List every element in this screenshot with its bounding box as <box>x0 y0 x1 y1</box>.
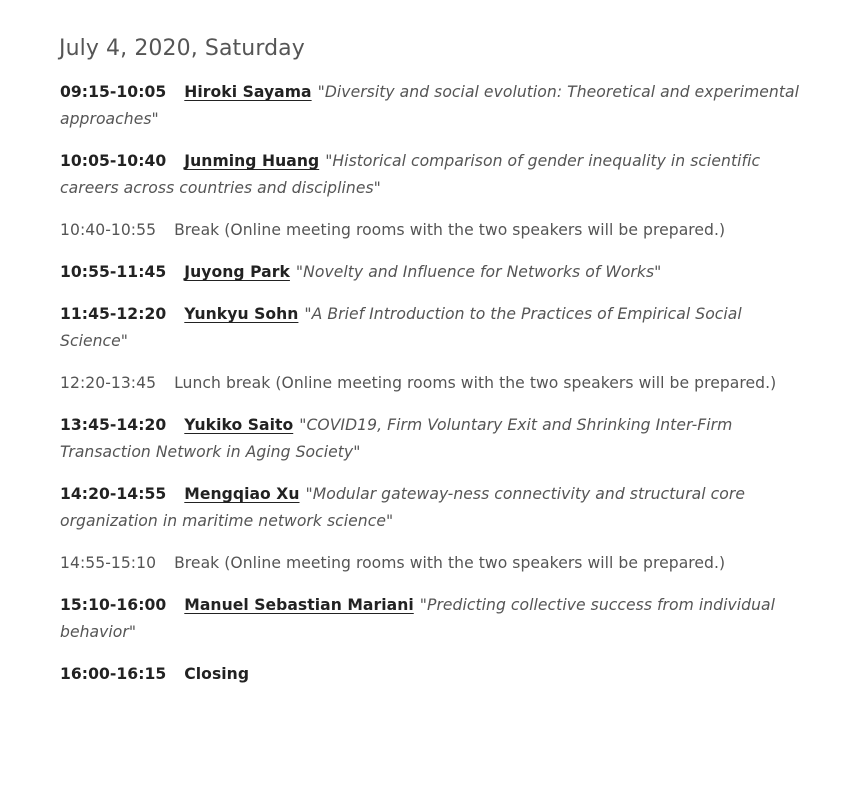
session-time: 14:20-14:55 <box>60 485 167 503</box>
break-entry <box>60 550 800 577</box>
session-time: 15:10-16:00 <box>60 596 167 614</box>
session-time: 16:00-16:15 <box>60 665 167 683</box>
break-entry <box>60 370 800 397</box>
closing-label: Closing <box>184 665 250 683</box>
session-entry <box>60 148 800 202</box>
speaker-link[interactable]: Manuel Sebastian Mariani <box>184 596 414 614</box>
session-time: 10:55-11:45 <box>60 263 167 281</box>
speaker-link[interactable]: Hiroki Sayama <box>184 83 312 101</box>
session-time: 11:45-12:20 <box>60 305 167 323</box>
talk-title: "A Brief Introduction to the Practices of Empirical Social Science" <box>60 305 742 350</box>
speaker-link[interactable]: Mengqiao Xu <box>184 485 300 503</box>
session-entry <box>60 592 800 646</box>
session-entry <box>60 259 800 286</box>
session-time: 10:40-10:55 <box>60 221 157 239</box>
session-entry <box>60 79 800 133</box>
session-entry <box>60 301 800 355</box>
date-heading: July 4, 2020, Saturday <box>59 36 305 61</box>
talk-title: "COVID19, Firm Voluntary Exit and Shrinking Inter-Firm Transaction Network in Aging Society" <box>60 416 733 461</box>
break-text: Break (Online meeting rooms with the two speakers will be prepared.) <box>174 221 726 239</box>
break-text: Lunch break (Online meeting rooms with the two speakers will be prepared.) <box>174 374 777 392</box>
session-time: 14:55-15:10 <box>60 554 157 572</box>
session-time: 13:45-14:20 <box>60 416 167 434</box>
speaker-link[interactable]: Yunkyu Sohn <box>184 305 299 323</box>
speaker-link[interactable]: Juyong Park <box>184 263 290 281</box>
talk-title: "Historical comparison of gender inequality in scientific careers across countries and disciplines" <box>60 152 761 197</box>
session-entry <box>60 481 800 535</box>
session-time: 10:05-10:40 <box>60 152 167 170</box>
break-entry <box>60 217 800 244</box>
talk-title: "Modular gateway-ness connectivity and structural core organization in maritime network science" <box>60 485 745 530</box>
session-entry <box>60 412 800 466</box>
talk-title: "Predicting collective success from individual behavior" <box>60 596 776 641</box>
talk-title: "Novelty and Influence for Networks of Works" <box>295 263 662 281</box>
break-text: Break (Online meeting rooms with the two speakers will be prepared.) <box>174 554 726 572</box>
speaker-link[interactable]: Junming Huang <box>184 152 320 170</box>
speaker-link[interactable]: Yukiko Saito <box>184 416 294 434</box>
session-time: 09:15-10:05 <box>60 83 167 101</box>
talk-title: "Diversity and social evolution: Theoretical and experimental approaches" <box>60 83 799 128</box>
schedule-page <box>0 36 800 688</box>
session-time: 12:20-13:45 <box>60 374 157 392</box>
closing-entry <box>60 661 800 688</box>
